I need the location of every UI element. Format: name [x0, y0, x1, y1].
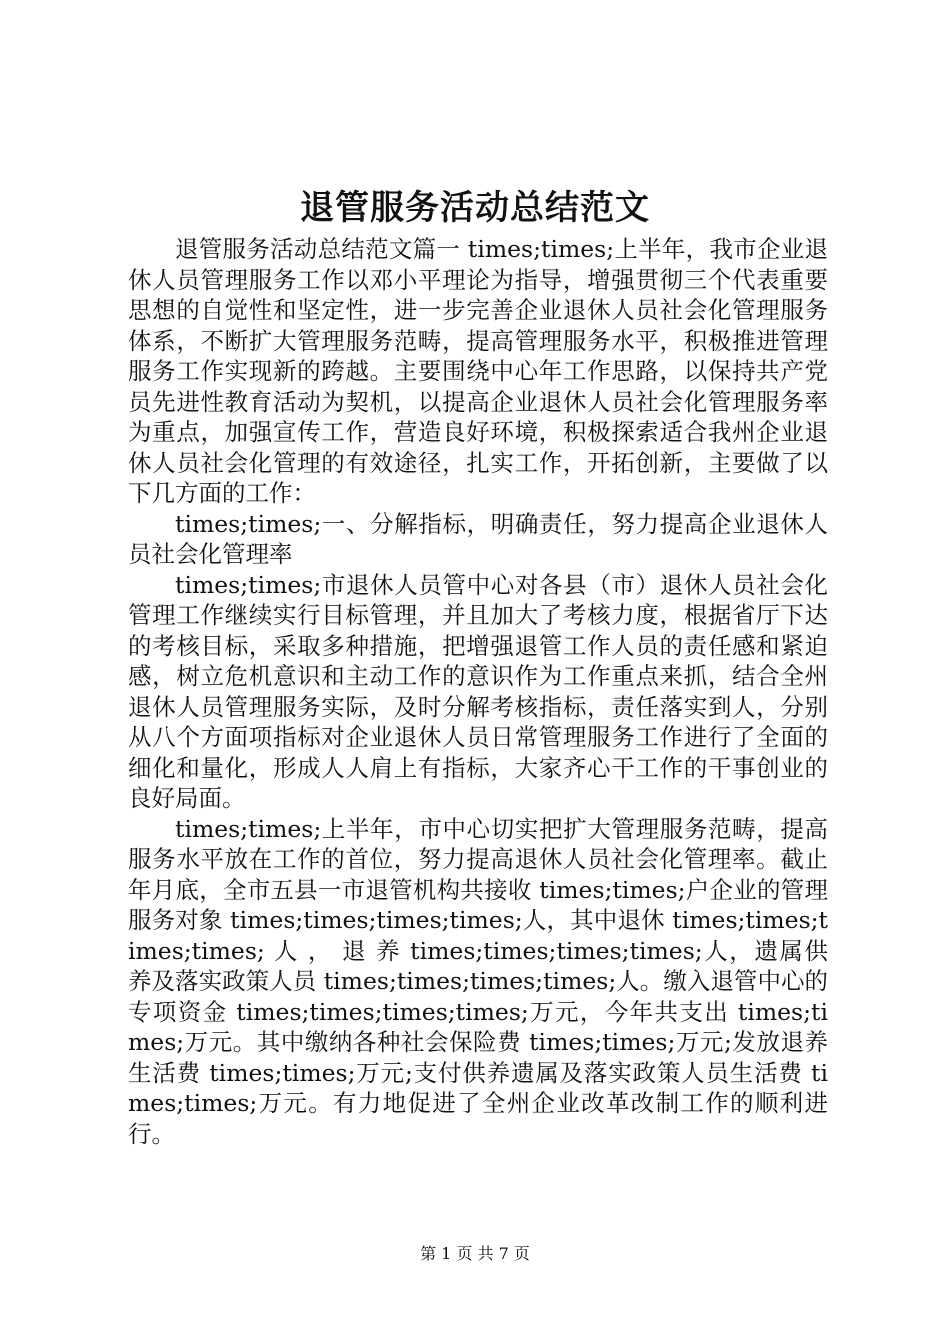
paragraph-section-heading: times;times;一、分解指标，明确责任，努力提高企业退休人员社会化管理率	[128, 509, 828, 568]
paragraph-target-management: times;times;市退休人员管中心对各县（市）退休人员社会化管理工作继续实行目标管理，并且加大了考核力度，根据省厅下达的考核目标，采取多种措施，把增强退管工作人员的责任感和紧迫感，树立危机意识和主动工作的意识作为工作重点来抓，结合全州退休人员管理服务实际，及时分解考核指标，责任落实到人，分别从八个方面项指标对企业退休人员日常管理服务工作进行了全面的细化和量化，形成人人肩上有指标，大家齐心干工作的干事创业的良好局面。	[128, 570, 828, 812]
paragraph-intro: 退管服务活动总结范文篇一 times;times;上半年，我市企业退休人员管理服务工作以邓小平理论为指导，增强贯彻三个代表重要思想的自觉性和坚定性，进一步完善企业退休人员社会化管理服务体系，不断扩大管理服务范畴，提高管理服务水平，积极推进管理服务工作实现新的跨越。主要围绕中心年工作思路，以保持共产党员先进性教育活动为契机，以提高企业退休人员社会化管理服务率为重点，加强宣传工作，营造良好环境，积极探索适合我州企业退休人员社会化管理的有效途径，扎实工作，开拓创新，主要做了以下几方面的工作：	[128, 235, 828, 507]
page-number-footer: 第 1 页 共 7 页	[420, 1244, 530, 1263]
page-title: 退管服务活动总结范文	[300, 188, 650, 228]
paragraph-service-scope: times;times;上半年，市中心切实把扩大管理服务范畴，提高服务水平放在工作的首位，努力提高退休人员社会化管理率。截止年月底，全市五县一市退管机构共接收 times;times;户企业的管理服务对象 times;times;times;times;人，其中退休 times;times;times;times; 人 ， 退 养 times;times;times;times;人，遗属供养及落实政策人员 times;times;times;times;人。缴入退管中心的专项资金 times;times;times;times;万元，今年共支出 times;times;万元。其中缴纳各种社会保险费 times;times;万元;发放退养生活费 times;times;万元;支付供养遗属及落实政策人员生活费 times;times;万元。有力地促进了全州企业改革改制工作的顺利进行。	[128, 814, 828, 1148]
document-body	[128, 234, 828, 1149]
